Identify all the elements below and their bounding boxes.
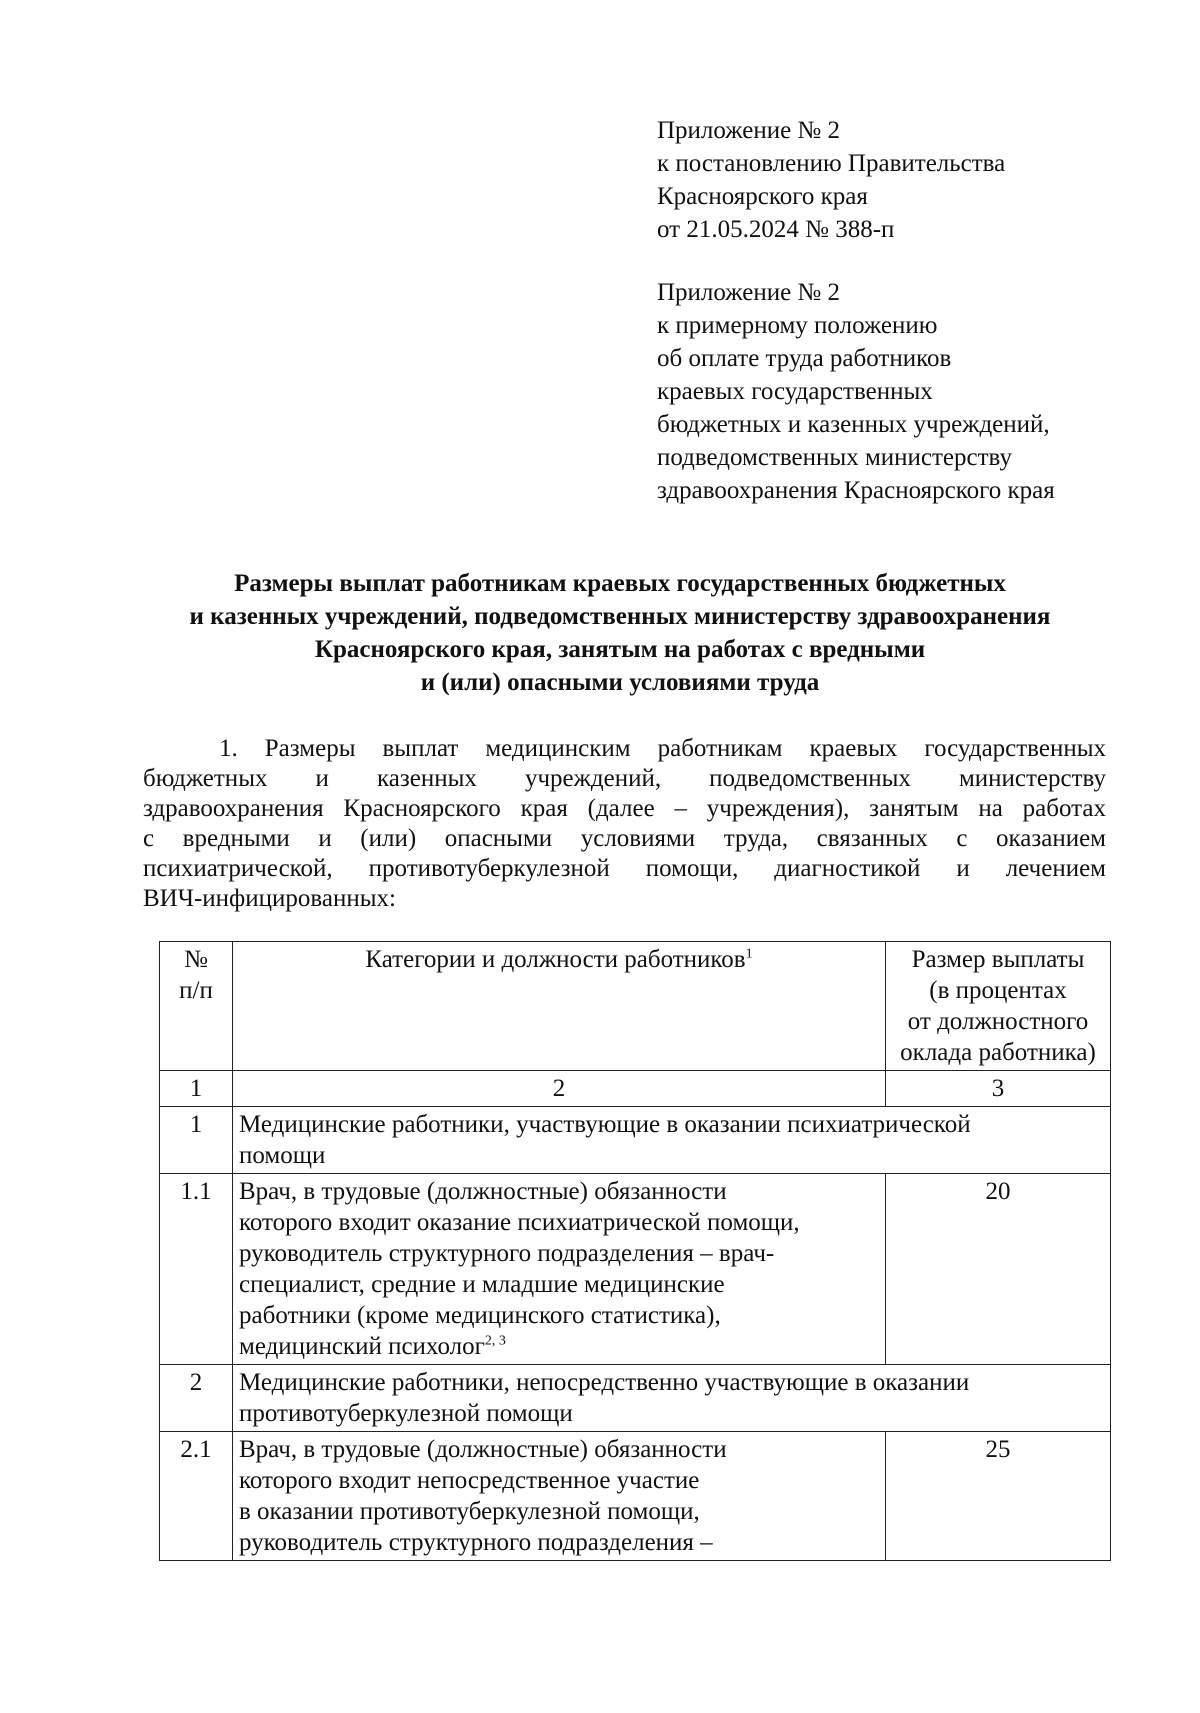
row-line: медицинский психолог <box>239 1333 485 1360</box>
row-line: руководитель структурного подразделения – врач- <box>239 1240 775 1267</box>
row-line: которого входит оказание психиатрической помощи, <box>239 1209 800 1236</box>
appendix-line: к примерному положению <box>657 312 938 339</box>
footnote-ref: 1 <box>745 946 753 962</box>
title-line: и (или) опасными условиями труда <box>420 669 820 696</box>
row-value-cell: 25 <box>886 1432 1111 1561</box>
header-num-line: п/п <box>179 977 213 1004</box>
appendix-line: Красноярского края <box>657 183 868 210</box>
table-section-row <box>160 1365 1111 1432</box>
payment-table <box>159 941 1111 1561</box>
row-line: специалист, средние и младшие медицинские <box>239 1271 725 1298</box>
appendix-line: к постановлению Правительства <box>657 150 1006 177</box>
header-value-line: оклада работника) <box>900 1039 1096 1066</box>
section-line: Медицинские работники, непосредственно участвующие в оказании <box>239 1369 970 1396</box>
row-line: Врач, в трудовые (должностные) обязанности <box>239 1178 727 1205</box>
footnote-ref: 2, 3 <box>484 1333 506 1349</box>
section-title-cell <box>233 1365 1111 1432</box>
paragraph-line: бюджетных и казенных учреждений, подведомственных министерству <box>143 765 1106 792</box>
row-line-with-footnote <box>239 1331 879 1362</box>
section-title-cell <box>233 1107 1111 1174</box>
table-header-row <box>160 942 1111 1071</box>
paragraph-line: с вредными и (или) опасными условиями труда, связанных с оказанием <box>143 825 1106 852</box>
appendix-reference-regulation <box>657 276 1055 507</box>
header-category-cell <box>233 942 886 1071</box>
table-row <box>160 1432 1111 1561</box>
appendix-line: бюджетных и казенных учреждений, <box>657 411 1050 438</box>
appendix-line: подведомственных министерству <box>657 444 1012 471</box>
header-value-line: от должностного <box>907 1008 1089 1035</box>
row-num-cell: 2.1 <box>160 1432 233 1561</box>
appendix-line: от 21.05.2024 № 388-п <box>657 216 895 243</box>
appendix-line: Приложение № 2 <box>657 279 841 306</box>
paragraph-line: психиатрической, противотуберкулезной помощи, диагностикой и лечением <box>143 855 1106 882</box>
row-category-cell <box>233 1432 886 1561</box>
row-value-cell: 20 <box>886 1174 1111 1365</box>
table-row <box>160 1174 1111 1365</box>
header-num-cell <box>160 942 233 1071</box>
appendix-line: здравоохранения Красноярского края <box>657 477 1055 504</box>
table-section-row <box>160 1107 1111 1174</box>
section-num-cell: 2 <box>160 1365 233 1432</box>
row-line: работники (кроме медицинского статистика), <box>239 1302 721 1329</box>
appendix-reference-decree <box>657 114 1005 246</box>
row-line: которого входит непосредственное участие <box>239 1467 700 1494</box>
table-index-row <box>160 1071 1111 1107</box>
header-category-text: Категории и должности работников <box>365 946 746 973</box>
header-value-line: Размер выплаты <box>911 946 1085 973</box>
title-line: Красноярского края, занятым на работах с вредными <box>314 636 926 663</box>
section-line: помощи <box>239 1142 326 1169</box>
section-num-cell: 1 <box>160 1107 233 1174</box>
paragraph-line: ВИЧ-инфицированных: <box>143 885 396 912</box>
intro-paragraph <box>143 734 1106 914</box>
appendix-line: краевых государственных <box>657 378 933 405</box>
index-cell: 2 <box>233 1071 886 1107</box>
row-line: Врач, в трудовые (должностные) обязанности <box>239 1436 727 1463</box>
appendix-line: об оплате труда работников <box>657 345 952 372</box>
header-value-line: (в процентах <box>929 977 1067 1004</box>
paragraph-line: 1. Размеры выплат медицинским работникам краевых государственных <box>219 735 1106 762</box>
row-line: руководитель структурного подразделения – <box>239 1529 713 1556</box>
section-line: Медицинские работники, участвующие в оказании психиатрической <box>239 1111 971 1138</box>
document-title <box>120 567 1120 699</box>
index-cell: 3 <box>886 1071 1111 1107</box>
index-cell: 1 <box>160 1071 233 1107</box>
header-value-cell <box>886 942 1111 1071</box>
title-line: и казенных учреждений, подведомственных министерству здравоохранения <box>189 603 1051 630</box>
paragraph-line: здравоохранения Красноярского края (далее – учреждения), занятым на работах <box>143 795 1106 822</box>
row-line: в оказании противотуберкулезной помощи, <box>239 1498 700 1525</box>
header-num-line: № <box>184 946 208 973</box>
row-category-cell <box>233 1174 886 1365</box>
title-line: Размеры выплат работникам краевых государственных бюджетных <box>234 570 1006 597</box>
appendix-line: Приложение № 2 <box>657 117 841 144</box>
row-num-cell: 1.1 <box>160 1174 233 1365</box>
section-line: противотуберкулезной помощи <box>239 1400 573 1427</box>
